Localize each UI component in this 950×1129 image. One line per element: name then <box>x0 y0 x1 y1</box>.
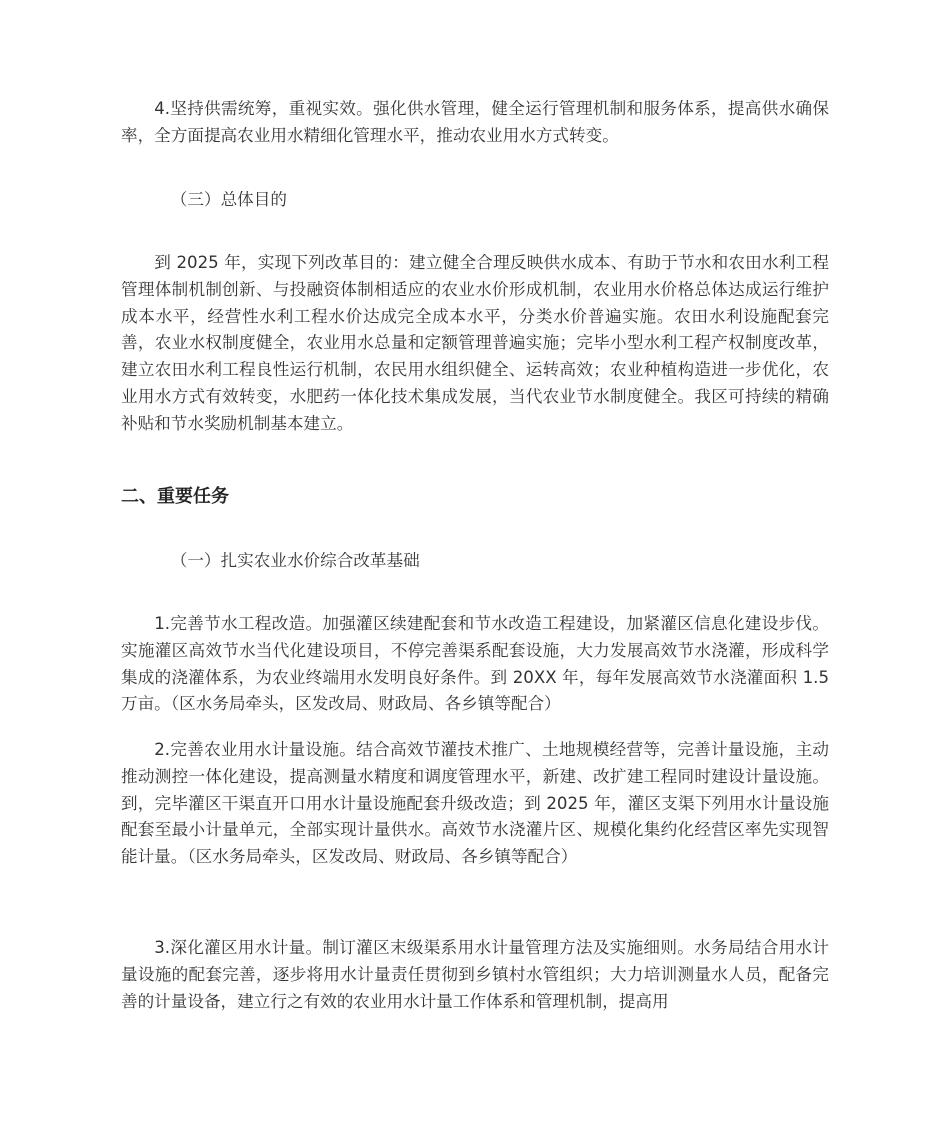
paragraph-reform-goal: 到 2025 年，实现下列改革目的：建立健全合理反映供水成本、有助于节水和农田水利工程管理体制机制创新、与投融资体制相适应的农业水价形成机制，农业用水价格总体达成运行维护成本水平，经营性水利工程水价达成完全成本水平，分类水价普遍实施。农田水利设施配套完善，农业水权制度健全，农业用水总量和定额管理普遍实施；完毕小型水利工程产权制度改革，建立农田水利工程良性运行机制，农民用水组织健全、运转高效；农业种植构造进一步优化，农业用水方式有效转变，水肥药一体化技术集成发展，当代农业节水制度健全。我区可持续的精确补贴和节水奖励机制基本建立。 <box>121 253 829 433</box>
paragraph-water-saving-works: 1.完善节水工程改造。加强灌区续建配套和节水改造工程建设，加紧灌区信息化建设步伐。实施灌区高效节水当代化建设项目，不停完善渠系配套设施，大力发展高效节水浇灌，形成科学集成的浇灌体系，为农业终端用水发明良好条件。到 20XX 年，每年发展高效节水浇灌面积 1.5 万亩。（区水务局牵头，区发改局、财政局、各乡镇等配合） <box>121 614 829 714</box>
paragraph-metering-facilities: 2.完善农业用水计量设施。结合高效节灌技术推广、土地规模经营等，完善计量设施，主动推动测控一体化建设，提高测量水精度和调度管理水平，新建、改扩建工程同时建设计量设施。到，完毕灌区干渠直开口用水计量设施配套升级改造；到 2025 年，灌区支渠下列用水计量设施配套至最小计量单元，全部实现计量供水。高效节水浇灌片区、规模化集约化经营区率先实现智能计量。（区水务局牵头，区发改局、财政局、各乡镇等配合） <box>121 740 829 867</box>
paragraph-irrigation-metering: 3.深化灌区用水计量。制订灌区末级渠系用水计量管理方法及实施细则。水务局结合用水计量设施的配套完善，逐步将用水计量责任贯彻到乡镇村水管组织；大力培训测量水人员，配备完善的计量设备，建立行之有效的农业用水计量工作体系和管理机制，提高用 <box>121 938 829 1011</box>
paragraph-supply-demand: 4.坚持供需统筹，重视实效。强化供水管理，健全运行管理机制和服务体系，提高供水确保率，全方面提高农业用水精细化管理水平，推动农业用水方式转变。 <box>121 99 829 145</box>
subheading-reform-foundation: （一）扎实农业水价综合改革基础 <box>170 551 420 570</box>
subheading-overall-goal: （三）总体目的 <box>170 190 287 209</box>
section-heading-key-tasks: 二、重要任务 <box>121 486 229 507</box>
